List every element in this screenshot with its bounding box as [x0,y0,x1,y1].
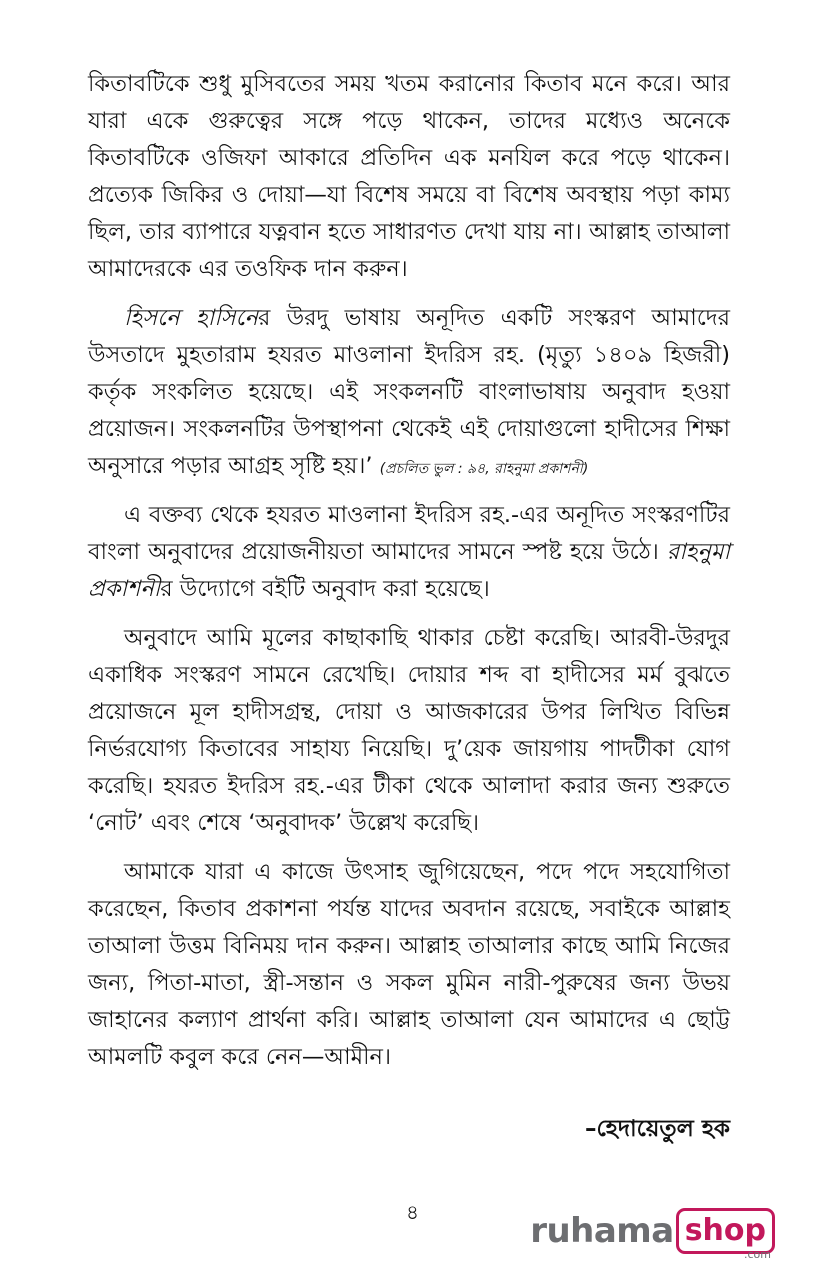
paragraph-5 [88,854,730,1076]
logo-shop-badge: shop [676,1208,775,1254]
publisher-name-italic: রাহনুমা প্রকাশনী [88,539,730,602]
paragraph-text: র উরদু ভাষায় অনূদিত একটি সংস্করণ আমাদের উসতাদে মুহতারাম হযরত মাওলানা ইদরিস রহ. (মৃত্যু ১৪০৯ হিজরী) কর্তৃক সংকলিত হয়েছে। এই সংকলনটি বাংলাভাষায় অনুবাদ হওয়া প্রয়োজন। সংকলনটির উপস্থাপনা থেকেই এই দোয়াগুলো হাদীসের শিক্ষা অনুসারে পড়ার আগ্রহ সৃষ্টি হয়।’ [88,305,730,479]
paragraph-text: এ বক্তব্য থেকে হযরত মাওলানা ইদরিস রহ.-এর অনূদিত সংস্করণটির বাংলা অনুবাদের প্রয়োজনীয়তা আমাদের সামনে স্পষ্ট হয়ে উঠে। [88,502,730,565]
logo-ruhama-text: ruhama [530,1211,674,1251]
logo-com-text: .com [744,1248,771,1261]
book-title-italic: হিসনে হাসিনে [124,305,258,331]
paragraph-text: অনুবাদে আমি মূলের কাছাকাছি থাকার চেষ্টা করেছি। আরবী-উরদুর একাধিক সংস্করণ সামনে রেখেছি। দোয়ার শব্দ বা হাদীসের মর্ম বুঝতে প্রয়োজনে মূল হাদীসগ্রন্থ, দোয়া ও আজকারের উপর লিখিত বিভিন্ন নির্ভরযোগ্য কিতাবের সাহায্য নিয়েছি। দু’য়েক জায়গায় পাদটীকা যোগ করেছি। হযরত ইদরিস রহ.-এর টীকা থেকে আলাদা করার জন্য শুরুতে ‘নোট’ এবং শেষে ‘অনুবাদক’ উল্লেখ করেছি। [88,625,730,836]
document-body [88,66,730,1088]
citation: (প্রচলিত ভুল : ৯৪, রাহনুমা প্রকাশনী) [379,461,589,477]
author-signature: –হেদায়েতুল হক [584,1116,730,1142]
page-number: ৪ [406,1200,419,1224]
paragraph-4 [88,620,730,842]
paragraph-3 [88,497,730,608]
ruhamashop-logo [530,1208,775,1260]
paragraph-text: আমাকে যারা এ কাজে উৎসাহ জুগিয়েছেন, পদে পদে সহযোগিতা করেছেন, কিতাব প্রকাশনা পর্যন্ত যাদের অবদান রয়েছে, সবাইকে আল্লাহ তাআলা উত্তম বিনিময় দান করুন। আল্লাহ তাআলার কাছে আমি নিজের জন্য, পিতা-মাতা, স্ত্রী-সন্তান ও সকল মুমিন নারী-পুরুষের জন্য উভয় জাহানের কল্যাণ প্রার্থনা করি। আল্লাহ তাআলা যেন আমাদের এ ছোট্ট আমলটি কবুল করে নেন—আমীন। [88,859,730,1070]
paragraph-text: কিতাবটিকে শুধু মুসিবতের সময় খতম করানোর কিতাব মনে করে। আর যারা একে গুরুত্বের সঙ্গে পড়ে থাকেন, তাদের মধ্যেও অনেকে কিতাবটিকে ওজিফা আকারে প্রতিদিন এক মনযিল করে পড়ে থাকেন। প্রত্যেক জিকির ও দোয়া—যা বিশেষ সময়ে বা বিশেষ অবস্থায় পড়া কাম্য ছিল, তার ব্যাপারে যত্নবান হতে সাধারণত দেখা যায় না। আল্লাহ তাআলা আমাদেরকে এর তওফিক দান করুন। [88,71,730,282]
paragraph-text: র উদ্যোগে বইটি অনুবাদ করা হয়েছে। [160,576,490,602]
paragraph-2 [88,300,730,485]
paragraph-1 [88,66,730,288]
